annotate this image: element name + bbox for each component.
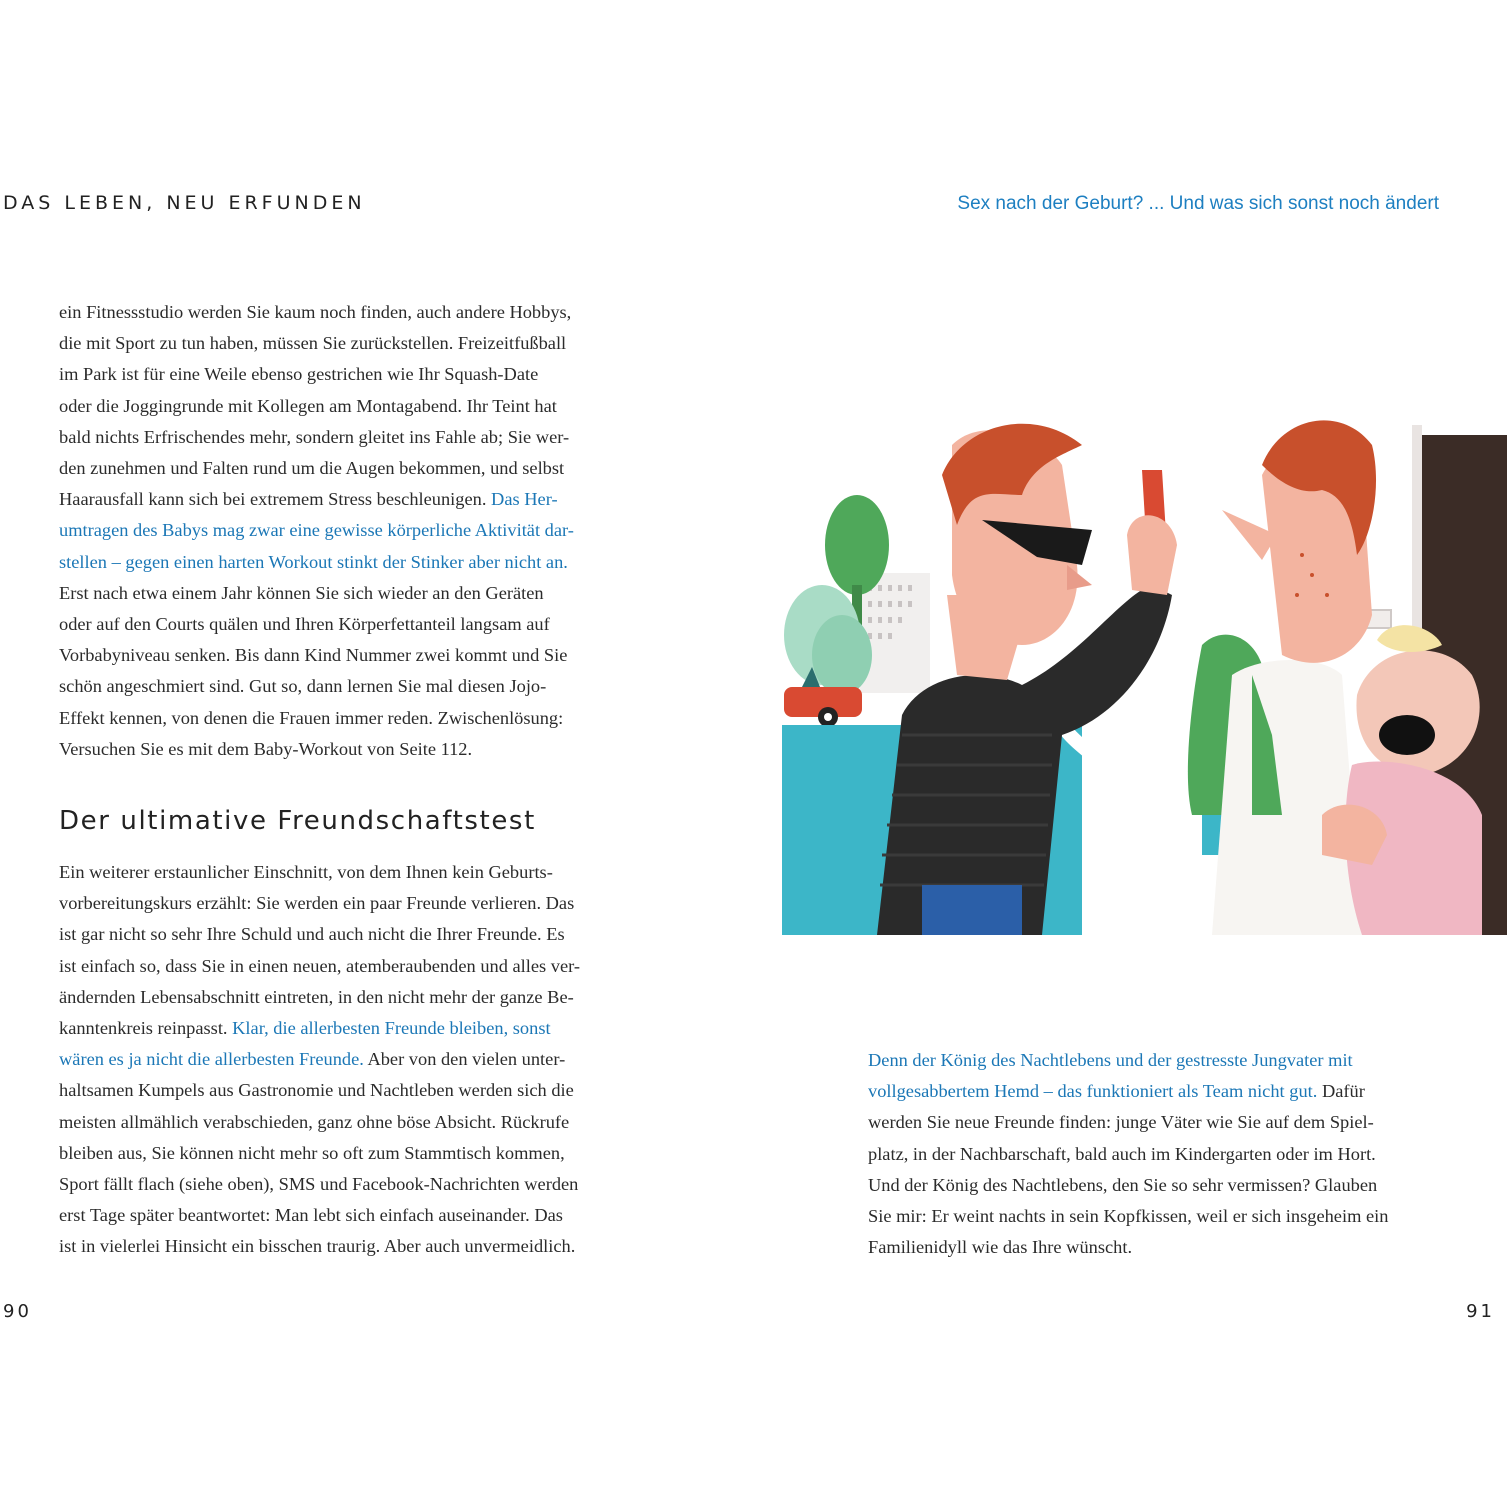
text-line — [59, 1013, 639, 1044]
running-head-left: DAS LEBEN, NEU ERFUNDEN — [3, 192, 366, 214]
text-line — [868, 1170, 1448, 1201]
highlighted-text: vollgesabbertem Hemd – das funktioniert als Team nicht gut. — [868, 1081, 1318, 1102]
text-segment: die mit Sport zu tun haben, müssen Sie zurückstellen. Freizeitfußball — [59, 333, 567, 354]
highlighted-text: stellen – gegen einen harten Workout stinkt der Stinker aber nicht an. — [59, 551, 568, 572]
text-segment: platz, in der Nachbarschaft, bald auch im Kindergarten oder im Hort. — [868, 1143, 1376, 1164]
text-segment: im Park ist für eine Weile ebenso gestrichen wie Ihr Squash-Date — [59, 364, 539, 385]
text-segment: oder auf den Courts quälen und Ihren Körperfettanteil langsam auf — [59, 614, 550, 635]
text-line — [868, 1107, 1448, 1138]
text-segment: vorbereitungskurs erzählt: Sie werden ein paar Freunde verlieren. Das — [59, 893, 575, 914]
text-line — [59, 671, 639, 702]
text-line — [59, 1231, 639, 1262]
text-line — [59, 1075, 639, 1106]
text-line — [59, 1138, 639, 1169]
text-line — [59, 328, 639, 359]
text-line — [59, 857, 639, 888]
text-segment: ist einfach so, dass Sie in einen neuen, atemberaubenden und alles ver- — [59, 955, 581, 976]
text-line — [868, 1201, 1448, 1232]
text-line — [59, 515, 639, 546]
text-segment: schön angeschmiert sind. Gut so, dann lernen Sie mal diesen Jojo- — [59, 676, 547, 697]
running-head-right: Sex nach der Geburt? ... Und was sich sonst noch ändert — [957, 193, 1439, 214]
highlighted-text: wären es ja nicht die allerbesten Freunde. — [59, 1049, 364, 1070]
text-segment: haltsamen Kumpels aus Gastronomie und Nachtleben werden sich die — [59, 1080, 574, 1101]
highlighted-text: umtragen des Babys mag zwar eine gewisse körperliche Aktivität dar- — [59, 520, 574, 541]
text-segment: meisten allmählich verabschieden, ganz ohne böse Absicht. Rückrufe — [59, 1111, 570, 1132]
text-segment: Haarausfall kann sich bei extremem Stress beschleunigen. — [59, 489, 492, 510]
highlighted-text: Klar, die allerbesten Freunde bleiben, sonst — [232, 1018, 551, 1039]
text-segment: werden Sie neue Freunde finden: junge Väter wie Sie auf dem Spiel- — [868, 1112, 1374, 1133]
text-line — [59, 422, 639, 453]
text-segment: Und der König des Nachtlebens, den Sie so sehr vermissen? Glauben — [868, 1174, 1378, 1195]
text-segment: oder die Joggingrunde mit Kollegen am Montagabend. Ihr Teint hat — [59, 395, 557, 416]
left-paragraph-1 — [59, 297, 639, 765]
text-segment: ändernden Lebensabschnitt eintreten, in den nicht mehr der ganze Be- — [59, 986, 574, 1007]
text-line — [868, 1232, 1448, 1263]
text-segment: kanntenkreis reinpasst. — [59, 1018, 233, 1039]
text-segment: Aber von den vielen unter- — [363, 1049, 566, 1070]
right-paragraph — [868, 1045, 1448, 1263]
text-line — [59, 1169, 639, 1200]
text-line — [868, 1139, 1448, 1170]
text-segment: bleiben aus, Sie können nicht mehr so oft zum Stammtisch kommen, — [59, 1142, 565, 1163]
left-paragraph-2 — [59, 857, 639, 1263]
text-segment: Sport fällt flach (siehe oben), SMS und Facebook-Nachrichten werden — [59, 1174, 579, 1195]
text-segment: ein Fitnessstudio werden Sie kaum noch finden, auch andere Hobbys, — [59, 302, 572, 322]
text-segment: Ein weiterer erstaunlicher Einschnitt, von dem Ihnen kein Geburts- — [59, 862, 553, 882]
text-segment: erst Tage später beantwortet: Man lebt sich einfach auseinander. Das — [59, 1205, 563, 1226]
text-segment: ist in vielerlei Hinsicht ein bisschen traurig. Aber auch unvermeidlich. — [59, 1236, 576, 1257]
text-segment: bald nichts Erfrischendes mehr, sondern gleitet ins Fahle ab; Sie wer- — [59, 426, 570, 447]
text-line — [59, 453, 639, 484]
text-line — [59, 609, 639, 640]
text-line — [59, 951, 639, 982]
text-segment: Dafür — [1317, 1081, 1365, 1102]
text-line — [59, 297, 639, 328]
text-line — [59, 547, 639, 578]
text-line — [59, 640, 639, 671]
highlighted-text: Das Her- — [491, 489, 558, 510]
page-number-right: 91 — [1466, 1301, 1495, 1322]
text-line — [59, 703, 639, 734]
text-line — [59, 982, 639, 1013]
illustration-two-fathers — [782, 295, 1507, 940]
text-line — [59, 359, 639, 390]
text-segment: Vorbabyniveau senken. Bis dann Kind Nummer zwei kommt und Sie — [59, 645, 568, 666]
text-segment: Sie mir: Er weint nachts in sein Kopfkissen, weil er sich insgeheim ein — [868, 1206, 1389, 1227]
page-number-left: 90 — [3, 1301, 32, 1322]
text-line — [868, 1076, 1448, 1107]
tree-shape — [825, 495, 889, 595]
text-segment: Familienidyll wie das Ihre wünscht. — [868, 1237, 1133, 1258]
text-line — [59, 1107, 639, 1138]
text-line — [59, 734, 639, 765]
text-line — [868, 1045, 1448, 1076]
text-segment: Versuchen Sie es mit dem Baby-Workout von Seite 112. — [59, 738, 473, 759]
highlighted-text: Denn der König des Nachtlebens und der gestresste Jungvater mit — [868, 1050, 1353, 1070]
text-segment: Erst nach etwa einem Jahr können Sie sich wieder an den Geräten — [59, 582, 544, 603]
text-line — [59, 919, 639, 950]
text-segment: den zunehmen und Falten rund um die Augen bekommen, und selbst — [59, 458, 565, 479]
text-line — [59, 888, 639, 919]
section-heading: Der ultimative Freundschaftstest — [59, 806, 536, 836]
text-line — [59, 578, 639, 609]
text-line — [59, 1200, 639, 1231]
text-segment: Effekt kennen, von denen die Frauen immer reden. Zwischenlösung: — [59, 707, 564, 728]
text-segment: ist gar nicht so sehr Ihre Schuld und auch nicht die Ihrer Freunde. Es — [59, 924, 565, 945]
text-line — [59, 1044, 639, 1075]
text-line — [59, 484, 639, 515]
text-line — [59, 391, 639, 422]
